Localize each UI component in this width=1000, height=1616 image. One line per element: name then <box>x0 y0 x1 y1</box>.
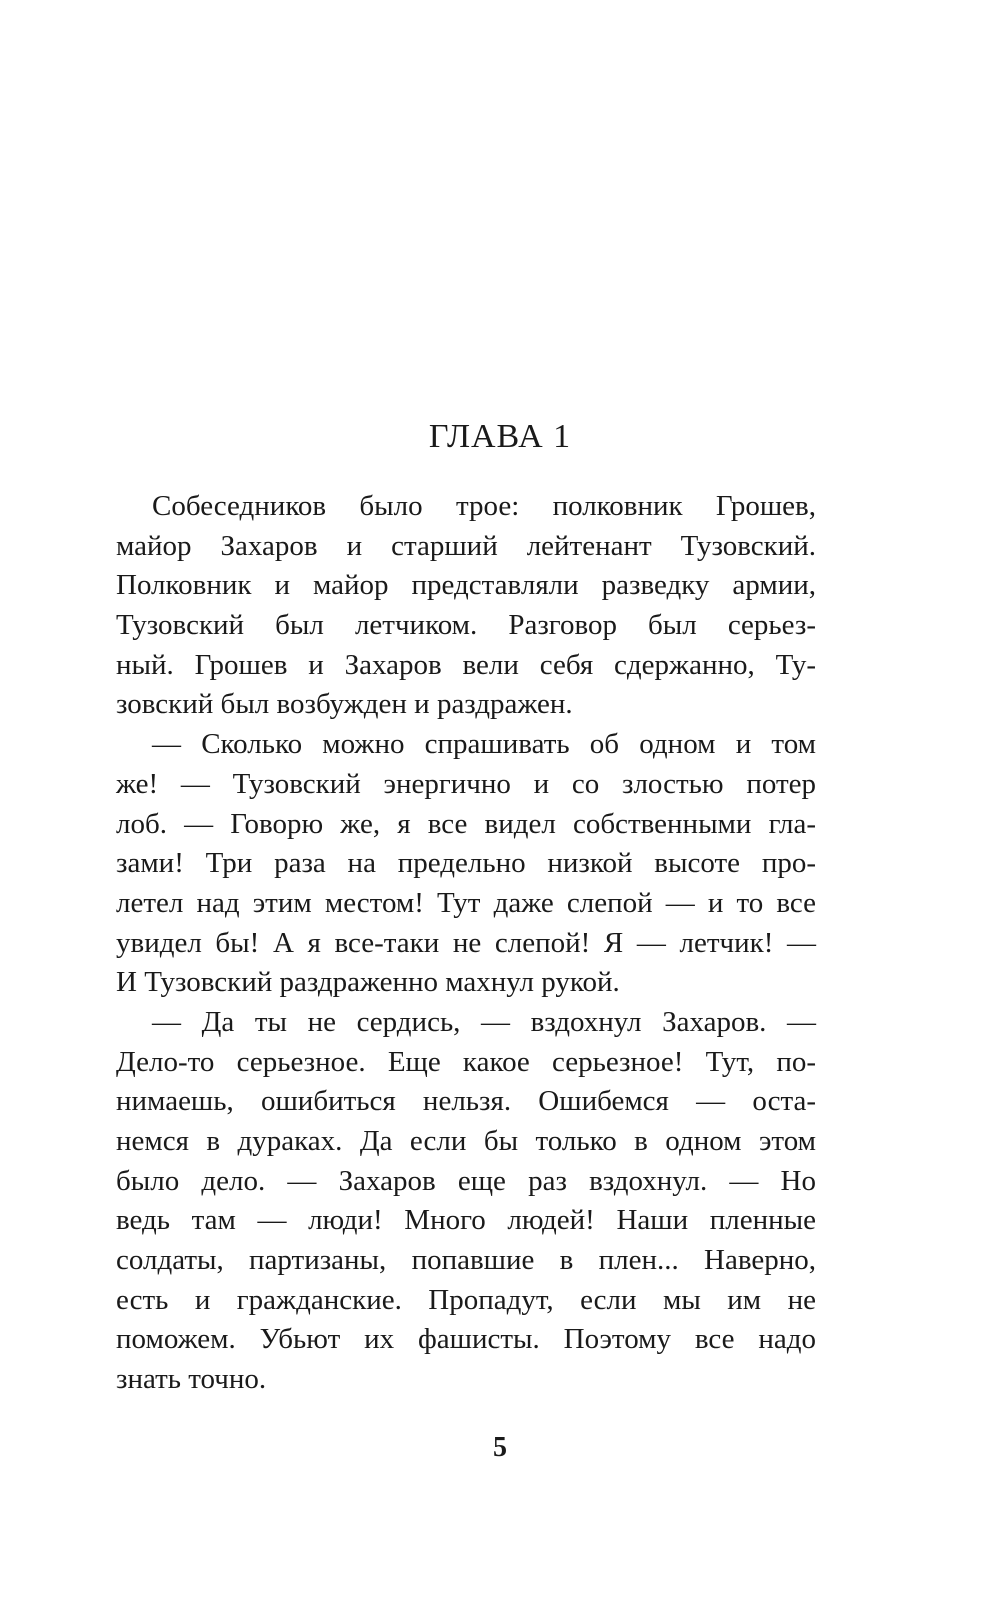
text-line: летел над этим местом! Тут даже слепой — и то все <box>116 886 816 919</box>
text-line: зовский был возбужден и раздражен. <box>116 688 573 721</box>
text-line: знать точно. <box>116 1363 267 1396</box>
text-line: лоб. — Говорю же, я все видел собственными гла- <box>116 807 816 840</box>
text-line: нимаешь, ошибиться нельзя. Ошибемся — оста- <box>116 1085 816 1118</box>
text-line: есть и гражданские. Пропадут, если мы им не <box>116 1283 816 1316</box>
text-line: ведь там — люди! Много людей! Наши пленные <box>116 1204 816 1237</box>
text-line: же! — Тузовский энергично и со злостью потер <box>116 767 816 800</box>
text-line: Тузовский был летчиком. Разговор был серьез- <box>116 609 816 642</box>
text-line: Собеседников было трое: полковник Грошев, <box>152 490 816 522</box>
text-line: майор Захаров и старший лейтенант Тузовский. <box>116 529 816 562</box>
text-line: поможем. Убьют их фашисты. Поэтому все надо <box>116 1323 816 1356</box>
text-line: И Тузовский раздраженно махнул рукой. <box>116 966 620 999</box>
text-line: — Да ты не сердись, — вздохнул Захаров. — <box>152 1005 816 1038</box>
text-line: зами! Три раза на предельно низкой высоте про- <box>116 847 816 880</box>
text-line: Дело-то серьезное. Еще какое серьезное! Тут, по- <box>116 1045 816 1078</box>
chapter-title: ГЛАВА 1 <box>428 418 572 455</box>
text-line: ный. Грошев и Захаров вели себя сдержанно, Ту- <box>116 648 816 681</box>
text-line: увидел бы! А я все-таки не слепой! Я — летчик! — <box>116 926 816 959</box>
chapter-text <box>116 487 816 1400</box>
text-line: Полковник и майор представляли разведку армии, <box>116 569 816 602</box>
text-line: немся в дураках. Да если бы только в одном этом <box>116 1125 816 1157</box>
text-line: солдаты, партизаны, попавшие в плен... Наверно, <box>116 1244 816 1277</box>
page-number: 5 <box>493 1432 507 1463</box>
text-line: — Сколько можно спрашивать об одном и том <box>152 728 816 761</box>
text-line: было дело. — Захаров еще раз вздохнул. — Но <box>116 1164 816 1197</box>
